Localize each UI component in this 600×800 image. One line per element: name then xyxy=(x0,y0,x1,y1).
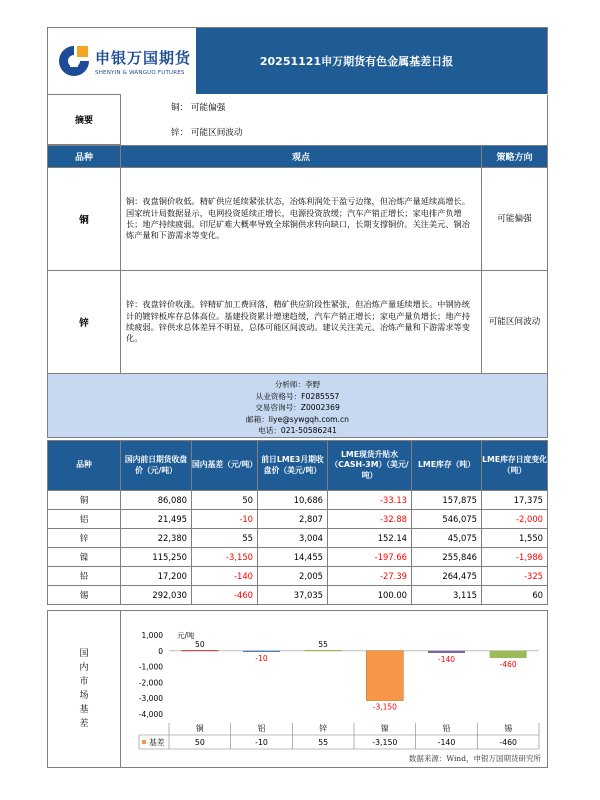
bar-value-label: 55 xyxy=(318,639,328,649)
cell-lme-stock: 264,475 xyxy=(412,567,482,586)
header-metal: 品种 xyxy=(48,146,121,168)
cell-metal: 镍 xyxy=(48,548,121,567)
analyst-license: 从业资格号：F0285557 xyxy=(255,391,340,401)
cell-lme-stock: 546,075 xyxy=(412,510,482,529)
logo-mark-icon xyxy=(58,44,90,78)
view-copper: 铜：夜盘铜价收低。精矿供应延续紧张状态，冶炼利润处于盈亏边缘，但冶炼产量延续高增长。国家统计局数据显示，电网投资延续正增长，电源投资放缓；汽车产销正增长；家电排产负增长；地产持续疲弱。印尼矿难大概率导致全球铜供求转向缺口，长期支撑铜价。关注美元、铜冶炼产量和下游需求等变化。 xyxy=(121,168,482,271)
analyst-advisor-id: 交易咨询号：Z0002369 xyxy=(255,403,340,413)
col-lme-stock: LME库存（吨） xyxy=(412,441,482,491)
cell-metal: 锌 xyxy=(48,529,121,548)
view-row-zinc xyxy=(48,271,548,374)
cell-lme-spread: 100.00 xyxy=(328,586,412,605)
y-tick-label: 1,000 xyxy=(141,631,163,640)
bar-2 xyxy=(305,650,342,651)
report-header xyxy=(47,27,548,94)
basis-chart-section xyxy=(47,610,548,768)
cell-domestic-close: 21,495 xyxy=(121,510,192,529)
bar-4 xyxy=(428,651,465,653)
col-domestic-basis: 国内基差（元/吨） xyxy=(192,441,258,491)
cell-lme-close: 37,035 xyxy=(258,586,328,605)
y-tick-label: -3,000 xyxy=(138,694,163,704)
cell-lme-spread: -32.88 xyxy=(328,510,412,529)
cell-lme-close: 10,686 xyxy=(258,491,328,510)
x-category-label: 铅 xyxy=(442,724,451,733)
logo-cn: 申银万国期货 xyxy=(95,48,192,67)
col-lme-stock-change: LME库存日度变化（吨） xyxy=(482,441,548,491)
legend-swatch xyxy=(142,740,146,744)
cell-domestic-close: 292,030 xyxy=(121,586,192,605)
side-label-char: 场 xyxy=(79,691,89,701)
bar-value-label: -140 xyxy=(437,655,456,665)
table-row xyxy=(48,567,548,586)
table-row xyxy=(48,491,548,510)
view-zinc: 锌：夜盘锌价收涨。锌精矿加工费回落，精矿供应阶段性紧张，但冶炼产量延续增长。中钢协统计的镀锌板库存总体高位。基建投资累计增速趋缓，汽车产销正增长；家电产量负增长；地产持续疲弱。锌供求总体差异不明显，总体可能区间波动。建议关注美元、冶炼产量和下游需求等变化。 xyxy=(121,271,482,374)
chart-table-value: -10 xyxy=(255,738,268,747)
logo-en: SHENYIN & WANGUO FUTURES xyxy=(95,69,185,76)
table-row xyxy=(48,586,548,605)
chart-table-value: -460 xyxy=(499,738,518,747)
cell-metal: 铅 xyxy=(48,567,121,586)
y-tick-label: 0 xyxy=(158,646,163,656)
bar-value-label: -460 xyxy=(499,660,517,670)
cell-domestic-basis: -3,150 xyxy=(192,548,258,567)
cell-lme-spread: 152.14 xyxy=(328,529,412,548)
metal-copper: 铜 xyxy=(48,168,121,271)
bar-value-label: -3,150 xyxy=(372,702,397,712)
direction-zinc: 可能区间波动 xyxy=(482,271,548,374)
analyst-email: 邮箱：liye@sywgqh.com.cn xyxy=(246,414,349,424)
view-row-copper xyxy=(48,168,548,271)
x-category-label: 铜 xyxy=(195,724,204,733)
cell-domestic-close: 86,080 xyxy=(121,491,192,510)
cell-lme-stock: 3,115 xyxy=(412,586,482,605)
y-tick-label: -2,000 xyxy=(138,678,163,688)
cell-domestic-basis: 55 xyxy=(192,529,258,548)
col-lme-spread: LME现货升贴水（CASH-3M）（美元/吨） xyxy=(328,441,412,491)
side-label-char: 内 xyxy=(79,663,89,673)
summary-item-zinc: 锌： 可能区间波动 xyxy=(121,120,548,145)
summary-label: 摘要 xyxy=(48,95,121,145)
cell-metal: 铜 xyxy=(48,491,121,510)
table-row xyxy=(48,529,548,548)
header-direction: 策略方向 xyxy=(482,146,548,168)
metal-zinc: 锌 xyxy=(48,271,121,374)
cell-lme-stock-change: 17,375 xyxy=(482,491,548,510)
x-category-label: 锡 xyxy=(504,724,513,733)
chart-table-value: -140 xyxy=(437,738,456,747)
side-label-char: 市 xyxy=(79,677,89,687)
analyst-contact xyxy=(48,374,548,438)
cell-lme-stock-change: 1,550 xyxy=(482,529,548,548)
table-row xyxy=(48,510,548,529)
analyst-phone: 电话：021-50586241 xyxy=(258,426,337,436)
cell-lme-close: 14,455 xyxy=(258,548,328,567)
cell-lme-spread: -27.39 xyxy=(328,567,412,586)
side-label-char: 基 xyxy=(79,705,89,715)
x-category-label: 镍 xyxy=(380,724,389,733)
basis-data-table xyxy=(47,440,548,605)
cell-lme-stock-change: 60 xyxy=(482,586,548,605)
y-tick-label: -4,000 xyxy=(138,710,163,719)
cell-metal: 锡 xyxy=(48,586,121,605)
chart-table-value: 50 xyxy=(194,738,205,747)
x-category-label: 锌 xyxy=(319,724,328,733)
cell-lme-stock-change: -1,986 xyxy=(482,548,548,567)
bar-1 xyxy=(243,651,280,652)
bar-value-label: 50 xyxy=(195,640,205,650)
cell-lme-close: 2,807 xyxy=(258,510,328,529)
legend-series-name: 基差 xyxy=(149,738,165,747)
col-metal: 品种 xyxy=(48,441,121,491)
cell-lme-stock: 157,875 xyxy=(412,491,482,510)
cell-lme-spread: -197.66 xyxy=(328,548,412,567)
bar-value-label: -10 xyxy=(255,654,268,663)
company-logo xyxy=(48,28,196,94)
chart-side-label xyxy=(48,611,121,767)
cell-lme-stock-change: -325 xyxy=(482,567,548,586)
cell-lme-close: 2,005 xyxy=(258,567,328,586)
cell-domestic-close: 115,250 xyxy=(121,548,192,567)
cell-domestic-basis: -140 xyxy=(192,567,258,586)
data-source: 数据来源：Wind，申银万国期货研究所 xyxy=(408,754,541,763)
chart-table-value: -3,150 xyxy=(372,738,398,747)
x-category-label: 铝 xyxy=(257,724,266,733)
y-axis-unit: 元/吨 xyxy=(177,631,195,640)
cell-lme-close: 3,004 xyxy=(258,529,328,548)
cell-domestic-basis: -10 xyxy=(192,510,258,529)
cell-domestic-basis: 50 xyxy=(192,491,258,510)
bar-3 xyxy=(366,651,403,701)
bar-5 xyxy=(490,651,527,658)
y-tick-label: -1,000 xyxy=(138,662,163,672)
chart-table-value: 55 xyxy=(318,738,329,747)
direction-copper: 可能偏强 xyxy=(482,168,548,271)
cell-domestic-close: 22,380 xyxy=(121,529,192,548)
side-label-char: 差 xyxy=(79,719,89,729)
side-label-char: 国 xyxy=(79,649,89,659)
header-view: 观点 xyxy=(121,146,482,168)
report-title: 20251121申万期货有色金属基差日报 xyxy=(196,28,547,94)
summary-section xyxy=(47,94,548,438)
cell-lme-spread: -33.13 xyxy=(328,491,412,510)
table-row xyxy=(48,548,548,567)
basis-bar-chart xyxy=(121,611,548,767)
cell-lme-stock: 45,075 xyxy=(412,529,482,548)
col-lme-close: 前日LME3月期收盘价（美元/吨） xyxy=(258,441,328,491)
cell-domestic-close: 17,200 xyxy=(121,567,192,586)
bar-0 xyxy=(181,650,218,651)
summary-item-copper: 铜： 可能偏强 xyxy=(121,95,548,120)
cell-lme-stock: 255,846 xyxy=(412,548,482,567)
col-domestic-close: 国内前日期货收盘价（元/吨） xyxy=(121,441,192,491)
cell-domestic-basis: -460 xyxy=(192,586,258,605)
analyst-name: 分析师：李野 xyxy=(274,380,321,389)
cell-lme-stock-change: -2,000 xyxy=(482,510,548,529)
cell-metal: 铝 xyxy=(48,510,121,529)
